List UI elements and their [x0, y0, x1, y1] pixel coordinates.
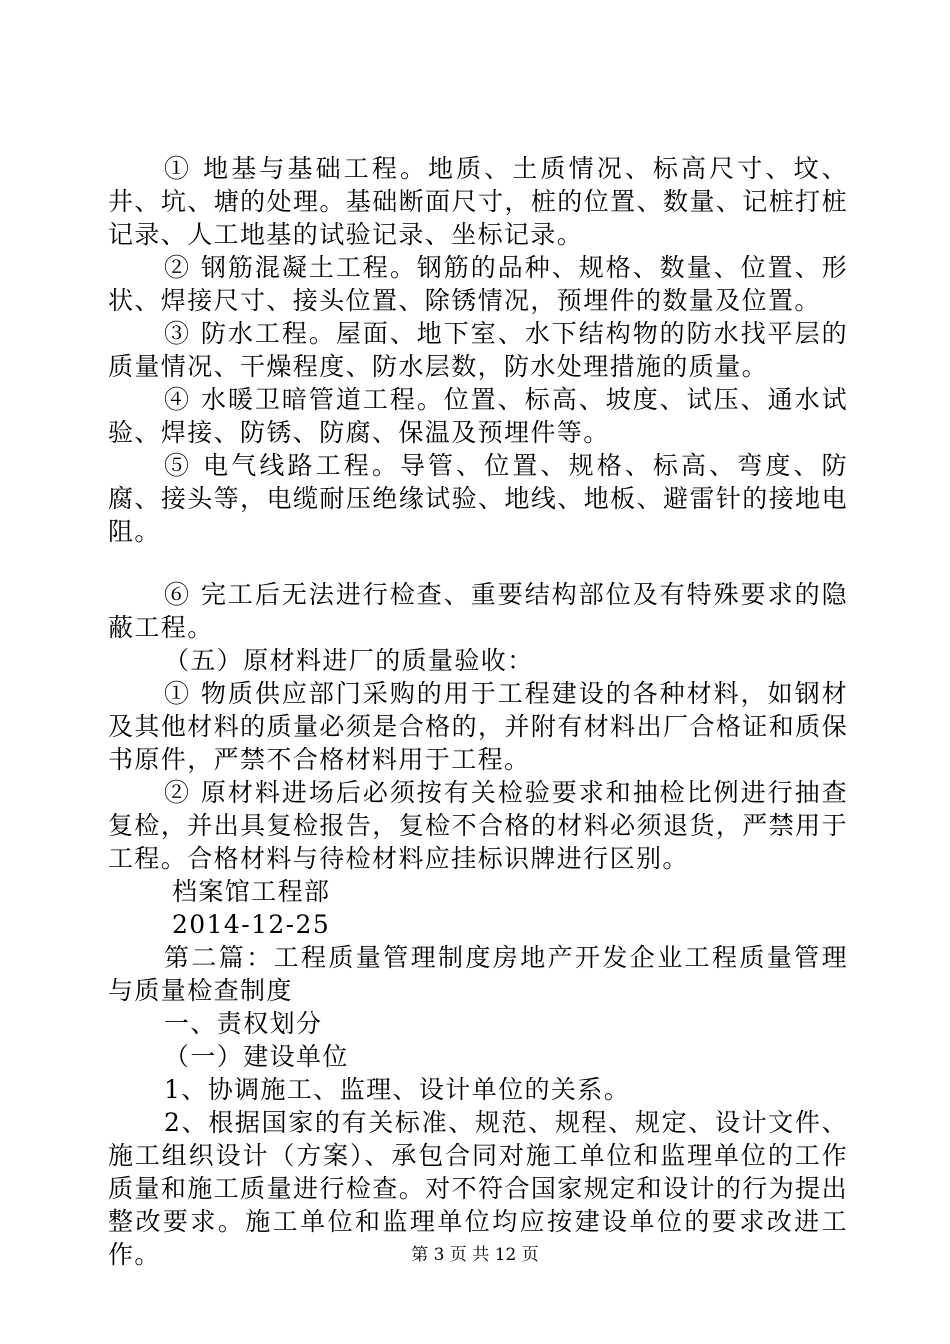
page-number-footer: 第 3 页 共 12 页: [411, 1245, 539, 1265]
paragraph-material-recheck: ② 原材料进场后必须按有关检验要求和抽检比例进行抽查复检，并出具复检报告，复检不合格的材料必须退货，严禁用于工程。合格材料与待检材料应挂标识牌进行区别。: [108, 778, 848, 873]
list-item-inspection: 2、根据国家的有关标准、规范、规程、规定、设计文件、施工组织设计（方案）、承包合同对施工单位和监理单位的工作质量和施工质量进行检查。对不符合国家规定和设计的行为提出整改要求。施工单位和监理单位均应按建设单位的要求改进工作。: [108, 1108, 848, 1269]
signature-date: 2014-12-25: [172, 910, 331, 939]
section-heading-responsibilities: 一、责权划分: [164, 1009, 323, 1038]
subsection-heading-construction-unit: （一）建设单位: [164, 1042, 349, 1071]
paragraph-waterproofing: ③ 防水工程。屋面、地下室、水下结构物的防水找平层的质量情况、干燥程度、防水层数，防水处理措施的质量。: [108, 319, 848, 381]
list-item-coordination: 1、协调施工、监理、设计单位的关系。: [164, 1075, 631, 1104]
section-heading-materials: （五）原材料进厂的质量验收：: [164, 646, 534, 675]
paragraph-reinforced-concrete: ② 钢筋混凝土工程。钢筋的品种、规格、数量、位置、形状、焊接尺寸、接头位置、除锈情况，预埋件的数量及位置。: [108, 253, 848, 315]
document-body: [108, 152, 848, 1271]
signature-department: 档案馆工程部: [172, 877, 331, 906]
paragraph-plumbing: ④ 水暖卫暗管道工程。位置、标高、坡度、试压、通水试验、焊接、防锈、防腐、保温及预埋件等。: [108, 385, 848, 447]
paragraph-foundation: ① 地基与基础工程。地质、土质情况、标高尺寸、坟、井、坑、塘的处理。基础断面尺寸，桩的位置、数量、记桩打桩记录、人工地基的试验记录、坐标记录。: [108, 154, 848, 249]
chapter-heading-part-two: 第二篇：工程质量管理制度房地产开发企业工程质量管理与质量检查制度: [108, 943, 848, 1005]
paragraph-concealed-works: ⑥ 完工后无法进行检查、重要结构部位及有特殊要求的隐蔽工程。: [108, 580, 848, 642]
paragraph-material-procurement: ① 物质供应部门采购的用于工程建设的各种材料，如钢材及其他材料的质量必须是合格的，并附有材料出厂合格证和质保书原件，严禁不合格材料用于工程。: [108, 679, 848, 774]
paragraph-electrical: ⑤ 电气线路工程。导管、位置、规格、标高、弯度、防腐、接头等，电缆耐压绝缘试验、地线、地板、避雷针的接地电阻。: [108, 451, 848, 546]
paragraph-spacer: [108, 548, 848, 578]
